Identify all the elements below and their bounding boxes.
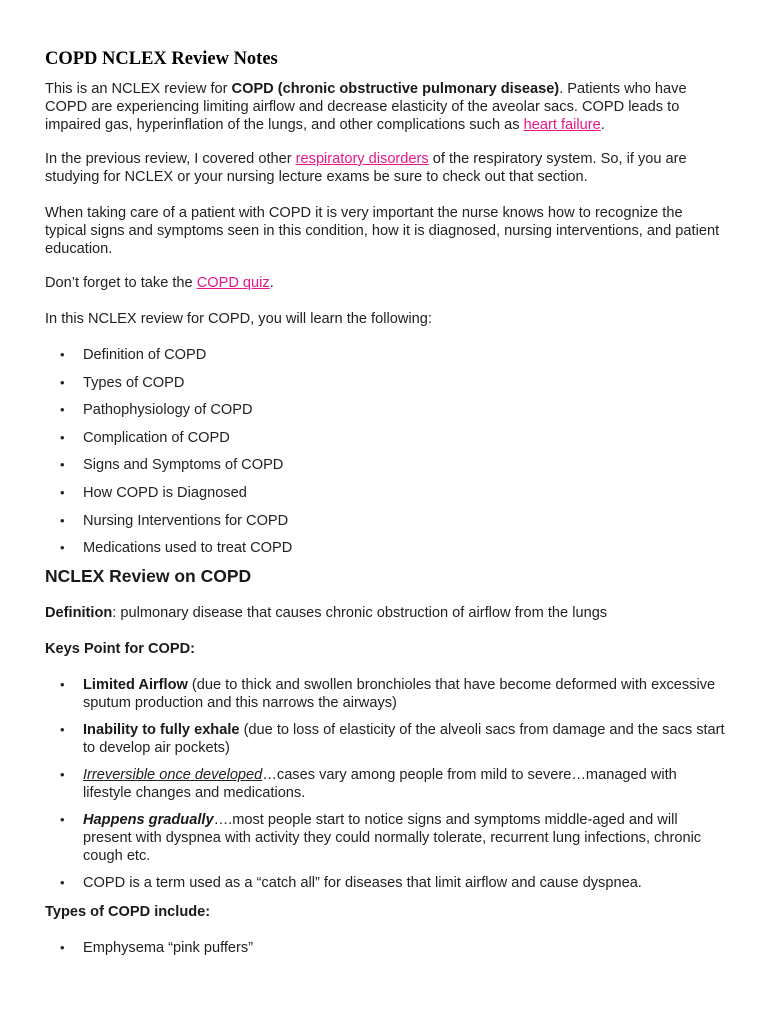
bullet-icon: •: [60, 512, 65, 528]
list-item: [45, 346, 725, 374]
key-point-label: Limited Airflow: [83, 677, 188, 693]
bullet-icon: •: [60, 812, 65, 827]
copd-definition-bold: COPD (chronic obstructive pulmonary disease): [231, 81, 560, 97]
key-point-label: Happens gradually: [83, 812, 214, 828]
bullet-icon: •: [60, 767, 65, 782]
bullet-icon: •: [60, 347, 65, 362]
bullet-icon: •: [60, 457, 65, 473]
list-item: [45, 456, 725, 484]
list-item-label: Signs and Symptoms of COPD: [83, 457, 284, 474]
bullet-icon: •: [60, 429, 65, 445]
key-point-item: [45, 676, 725, 712]
intro-paragraph-1: This is an NCLEX review for COPD (chronic obstructive pulmonary disease). Patients who have COPD are experiencing limiting airflow and decrease elasticity of the aveolar sacs. COPD leads to impaired gas, hyperinflation of the lungs, and other complications such as heart failure.: [45, 81, 687, 133]
list-item-label: Types of COPD: [83, 374, 185, 391]
intro-text: . Patients who have COPD are experiencing limiting airflow and decrease elasticity of the aveolar sacs. COPD leads to impaired gas, hyperinflation of the lungs, and other complications such as: [45, 81, 687, 133]
list-item-label: How COPD is Diagnosed: [83, 484, 247, 501]
key-point-label: Inability to fully exhale: [83, 722, 240, 738]
learn-list: [45, 346, 725, 567]
section-heading: NCLEX Review on COPD: [45, 566, 252, 586]
keys-heading: Keys Point for COPD:: [45, 641, 196, 657]
bullet-icon: •: [60, 940, 65, 955]
intro-paragraph-2: In the previous review, I covered other respiratory disorders of the respiratory system. So, if you are studying for NCLEX or your nursing lecture exams be sure to check out that section.: [45, 151, 687, 185]
types-heading: Types of COPD include:: [45, 904, 211, 920]
bullet-icon: •: [60, 722, 65, 737]
list-item-label: Medications used to treat COPD: [83, 540, 293, 557]
key-points-list: [45, 676, 725, 901]
key-point-text: ….most people start to notice signs and symptoms middle-aged and will present with dyspnea with activity they could normally tolerate, recurrent lung infections, chronic cough etc.: [83, 812, 702, 864]
key-point-text: (due to loss of elasticity of the alveoli sacs from damage and the sacs start to develop air pockets): [83, 722, 725, 756]
list-item: [45, 484, 725, 512]
key-point-item: [45, 811, 725, 865]
bullet-icon: •: [60, 875, 65, 890]
list-item: [45, 401, 725, 429]
heart-failure-link[interactable]: heart failure: [523, 117, 601, 133]
bullet-icon: •: [60, 677, 65, 692]
page-title: COPD NCLEX Review Notes: [45, 49, 278, 69]
key-point-item: [45, 766, 725, 802]
list-item-label: Nursing Interventions for COPD: [83, 512, 289, 529]
key-point-text: …cases vary among people from mild to severe…managed with lifestyle changes and medications.: [83, 767, 677, 801]
list-item: [45, 539, 725, 567]
type-item: [45, 939, 725, 957]
key-point-item: [45, 874, 725, 892]
list-item: [45, 512, 725, 540]
intro-text: This is an NCLEX review for: [45, 81, 232, 97]
bullet-icon: •: [60, 402, 65, 418]
bullet-icon: •: [60, 540, 65, 556]
copd-quiz-link[interactable]: COPD quiz: [196, 275, 270, 291]
intro-paragraph-3: When taking care of a patient with COPD it is very important the nurse knows how to recognize the typical signs and symptoms seen in this condition, how it is diagnosed, nursing interventions, and patient education.: [45, 205, 720, 257]
bullet-icon: •: [60, 374, 65, 390]
key-point-label: Irreversible once developed: [83, 767, 263, 783]
type-item-label: Emphysema “pink puffers”: [83, 940, 254, 956]
definition-label: Definition: [45, 605, 113, 621]
bullet-icon: •: [60, 484, 65, 500]
respiratory-disorders-link[interactable]: respiratory disorders: [295, 151, 429, 167]
key-point-item: [45, 721, 725, 757]
list-item-label: Definition of COPD: [83, 347, 207, 363]
definition-paragraph: Definition: pulmonary disease that causes chronic obstruction of airflow from the lungs: [45, 605, 608, 621]
key-point-text: (due to thick and swollen bronchioles that have become deformed with excessive sputum production and this narrows the airways): [83, 677, 716, 711]
key-point-text: COPD is a term used as a “catch all” for diseases that limit airflow and cause dyspnea.: [83, 875, 642, 891]
types-list: [45, 939, 725, 966]
list-item-label: Complication of COPD: [83, 429, 230, 446]
list-item-label: Pathophysiology of COPD: [83, 402, 253, 419]
intro-paragraph-4: Don’t forget to take the COPD quiz.: [45, 275, 274, 291]
list-item: [45, 374, 725, 402]
intro-paragraph-5: In this NCLEX review for COPD, you will learn the following:: [45, 311, 432, 327]
list-item: [45, 429, 725, 457]
